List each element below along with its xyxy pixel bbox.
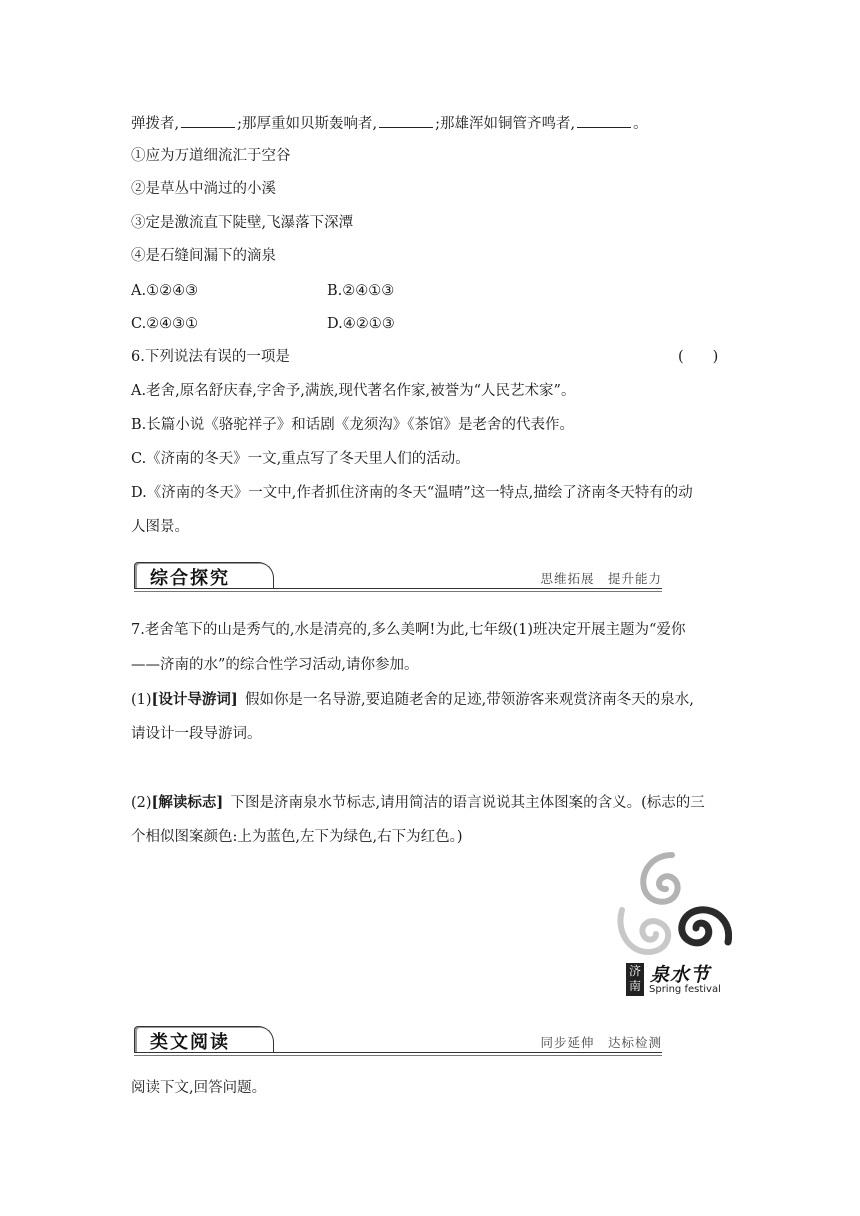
answer-blank-3[interactable] — [577, 113, 631, 128]
q5-part-1: 弹拨者, — [131, 116, 180, 132]
q7-part2-text: 下图是济南泉水节标志,请用简洁的语言说说其主体图案的含义。(标志的三 — [230, 795, 705, 811]
q6-option-a: A.老舍,原名舒庆春,字舍予,满族,现代著名作家,被誉为“人民艺术家”。 — [131, 383, 576, 399]
q5-part-2: ;那厚重如贝斯轰响者, — [237, 116, 378, 132]
q5-option-d: D.④②①③ — [327, 316, 395, 332]
q7-part1-number: (1) — [131, 692, 152, 708]
answer-blank-1[interactable] — [181, 113, 235, 128]
banner-subtitle: 思维拓展 提升能力 — [540, 571, 662, 586]
answer-blank-2[interactable] — [379, 113, 433, 128]
q6-option-c: C.《济南的冬天》一文,重点写了冬天里人们的活动。 — [131, 451, 470, 467]
q5-option-b: B.②④①③ — [327, 283, 395, 299]
q6-stem: 6.下列说法有误的一项是 — [131, 349, 290, 365]
logo-english: Spring festival — [649, 984, 721, 995]
banner-rule-thin — [134, 1055, 662, 1056]
q5-fill-line — [131, 113, 648, 134]
q7-stem-line-2: ——济南的水”的综合性学习活动,请你参加。 — [131, 657, 419, 673]
logo-name: 泉水节 — [650, 964, 711, 986]
section-banner-explore — [134, 562, 662, 592]
q5-part-4: 。 — [633, 116, 648, 132]
q5-item-1: ①应为万道细流汇于空谷 — [131, 148, 291, 164]
q5-option-a: A.①②④③ — [131, 283, 199, 299]
q5-part-3: ;那雄浑如铜管齐鸣者, — [435, 116, 576, 132]
q6-answer-paren[interactable]: ( ) — [678, 349, 719, 365]
banner-title: 类文阅读 — [150, 1032, 230, 1053]
q7-part2-tag: [解读标志] — [151, 794, 224, 811]
q5-option-c: C.②④③① — [131, 316, 199, 332]
q6-option-d-line-2: 人图景。 — [131, 519, 189, 535]
banner-title: 综合探究 — [150, 568, 230, 589]
q7-part2-number: (2) — [131, 795, 152, 811]
banner-rule-thin — [134, 591, 662, 592]
q7-part2-line-1 — [131, 793, 705, 813]
q6-option-d-line-1: D.《济南的冬天》一文中,作者抓住济南的冬天“温晴”这一特点,描绘了济南冬天特有的动 — [131, 485, 693, 501]
q7-part1-text: 假如你是一名导游,要追随老舍的足迹,带领游客来观赏济南冬天的泉水, — [245, 692, 694, 708]
section-banner-reading — [134, 1026, 662, 1056]
q7-part1-tag: [设计导游词] — [151, 691, 238, 708]
banner-rule — [134, 588, 662, 589]
q5-item-4: ④是石缝间漏下的滴泉 — [131, 248, 276, 264]
q7-stem-line-1: 7.老舍笔下的山是秀气的,水是清亮的,多么美啊!为此,七年级(1)班决定开展主题为“爱你 — [131, 622, 686, 638]
logo-seal: 济南 — [626, 963, 644, 996]
spring-festival-logo — [612, 850, 732, 1000]
q7-part2-line-2: 个相似图案颜色:上为蓝色,左下为绿色,右下为红色。) — [131, 829, 463, 845]
q6-option-b: B.长篇小说《骆驼祥子》和话剧《龙须沟》《茶馆》是老舍的代表作。 — [131, 417, 575, 433]
q7-part1-line-2: 请设计一段导游词。 — [131, 726, 262, 742]
q7-part1-line-1 — [131, 690, 694, 710]
q5-item-3: ③定是激流直下陡壁,飞瀑落下深潭 — [131, 215, 354, 231]
triple-spiral-icon — [612, 850, 732, 960]
banner-subtitle: 同步延伸 达标检测 — [540, 1035, 662, 1050]
reading-intro: 阅读下文,回答问题。 — [131, 1080, 267, 1096]
banner-rule — [134, 1052, 662, 1053]
q5-item-2: ②是草丛中淌过的小溪 — [131, 181, 276, 197]
